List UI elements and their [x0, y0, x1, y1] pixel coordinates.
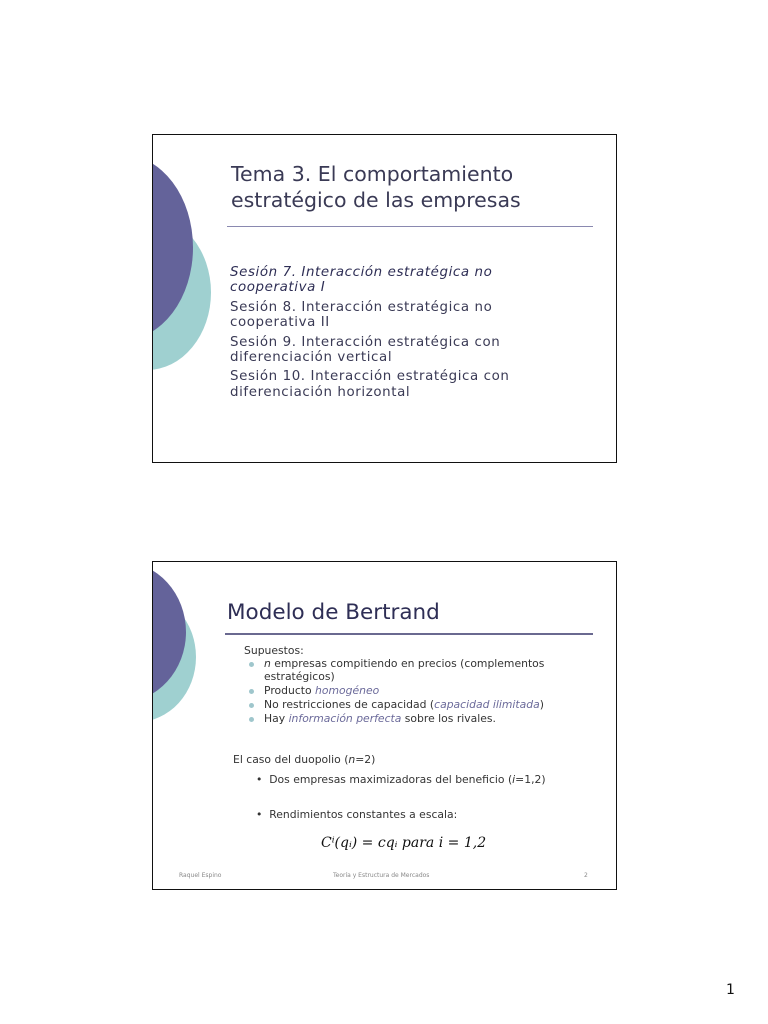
bullet-dot: [249, 703, 254, 708]
bullet-4: Hay información perfecta sobre los rivales.: [264, 712, 496, 725]
slide-1: [152, 134, 617, 463]
footer-course: Teoría y Estructura de Mercados: [333, 872, 430, 879]
session-8: Sesión 8. Interacción estratégica no cooperativa II: [230, 299, 493, 331]
slide-title: Tema 3. El comportamiento estratégico de las empresas: [231, 162, 521, 212]
bullet-dot: [249, 717, 254, 722]
bullet-dot: [249, 689, 254, 694]
bullet-3: No restricciones de capacidad (capacidad ilimitada): [264, 698, 544, 711]
session-9: Sesión 9. Interacción estratégica con diferenciación vertical: [230, 334, 501, 366]
sub-bullet-1: • Dos empresas maximizadoras del beneficio (i=1,2): [256, 773, 546, 786]
title-rule: [225, 633, 593, 635]
session-list: [230, 265, 610, 404]
bullet-dot: [249, 662, 254, 667]
slide-2: [152, 561, 617, 890]
cost-formula: Cⁱ(qᵢ) = cqᵢ para i = 1,2: [321, 835, 487, 851]
session-10: Sesión 10. Interacción estratégica con diferenciación horizontal: [230, 369, 510, 400]
bullet-2: Producto homogéneo: [264, 684, 380, 697]
slide-title: Modelo de Bertrand: [227, 600, 440, 625]
page-number: 1: [726, 982, 735, 998]
sub-bullet-2: • Rendimientos constantes a escala:: [256, 808, 458, 821]
footer-slide-number: 2: [584, 872, 588, 879]
session-7: Sesión 7. Interacción estratégica no cooperativa I: [230, 265, 493, 296]
supuestos-label: Supuestos:: [244, 644, 304, 657]
duopolio-text: El caso del duopolio (n=2): [233, 753, 376, 766]
title-rule: [227, 226, 593, 227]
footer-author: Raquel Espino: [179, 872, 222, 879]
bullet-1: n empresas compitiendo en precios (complementos estratégicos): [264, 657, 545, 684]
